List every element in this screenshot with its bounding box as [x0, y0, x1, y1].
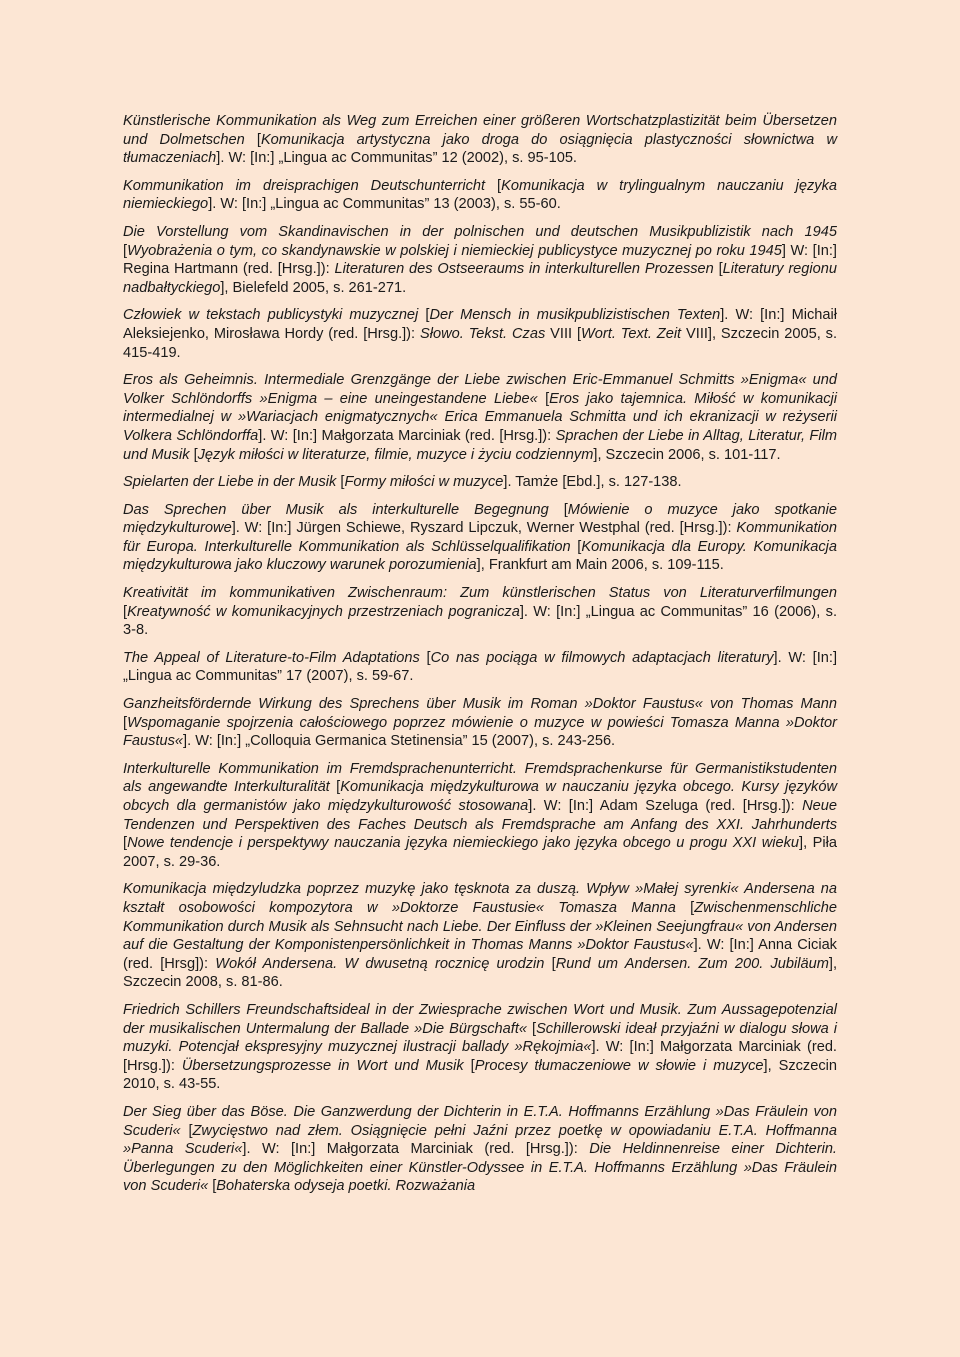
bibliography-entry — [123, 1103, 837, 1196]
entry-citation-text: ]. W: [In:] „Lingua ac Communitas” 16 (2006), s. 3-8. — [123, 603, 838, 639]
entry-citation-text: ] W: [In:] Regina Hartmann (red. [Hrsg.]): — [123, 242, 837, 278]
entry-citation-text: [ — [123, 603, 128, 620]
entry-title-text: Eros jako tajemnica. Miłość w komunikacji intermedialnej w »Wariacjach enigmatycznych« Erica Emmanuela Schmitta und ich ekranizacji w reżyserii Volkera Schlöndorffa — [123, 390, 837, 444]
entry-title-text: Der Mensch in musikpublizistischen Texten — [429, 307, 721, 324]
entry-citation-text: [ — [570, 538, 582, 555]
entry-citation-text: ]. W: [In:] Małgorzata Marciniak (red. [Hrsg.]): — [242, 1141, 590, 1158]
entry-title-text: Sprachen der Liebe in Alltag, Literatur, Film und Musik — [123, 427, 837, 463]
entry-citation-text: ]. W: [In:] „Colloquia Germanica Stetinensia” 15 (2007), s. 243-256. — [183, 733, 616, 750]
entry-citation-text: [ — [544, 955, 556, 972]
bibliography-entry — [123, 112, 837, 168]
bibliography-entry — [123, 501, 837, 575]
entry-citation-text: [ — [189, 446, 198, 463]
entry-title-text: Friedrich Schillers Freundschaftsideal in der Zwiesprache zwischen Wort und Musik. Zum Aussagepotenzial der musikalischen Untermalung der Ballade »Die Bürgschaft« — [123, 1001, 837, 1037]
entry-title-text: Nowe tendencje i perspektywy nauczania języka niemieckiego jako języka obcego u progu XXI wieku — [127, 835, 800, 852]
entry-title-text: Mówienie o muzyce jako spotkanie międzykulturowe — [123, 501, 838, 537]
entry-citation-text: [ — [123, 714, 128, 731]
entry-title-text: Kommunikation für Europa. Interkulturelle Kommunikation als Schlüsselqualifikation — [123, 520, 837, 555]
entry-citation-text: ]. W: [In:] Małgorzata Marciniak (red. [Hrsg.]): — [258, 427, 556, 444]
entry-citation-text: VIII [ — [545, 325, 582, 342]
entry-citation-text: [ — [336, 474, 345, 491]
bibliography-entry — [123, 760, 837, 872]
entry-citation-text: ]. W: [In:] „Lingua ac Communitas” 13 (2003), s. 55-60. — [208, 196, 561, 213]
entry-title-text: Procesy tłumaczeniowe w słowie i muzyce — [474, 1057, 764, 1074]
entry-citation-text: [ — [180, 1122, 193, 1139]
entry-citation-text: [ — [208, 1178, 217, 1195]
entry-citation-text: ], Bielefeld 2005, s. 261-271. — [220, 279, 407, 296]
entry-title-text: Eros als Geheimnis. Intermediale Grenzgänge der Liebe zwischen Eric-Emmanuel Schmitts »Enigma« und Volker Schlöndorffs »Enigma – eine uneingestandene Liebe« — [123, 372, 837, 407]
entry-citation-text: [ — [548, 501, 568, 518]
entry-citation-text: [ — [485, 177, 502, 194]
entry-citation-text: [ — [713, 261, 723, 278]
entry-title-text: Die Vorstellung vom Skandinavischen in der polnischen und deutschen Musikpublizistik nach 1945 — [123, 223, 837, 240]
entry-title-text: Formy miłości w muzyce — [344, 474, 504, 491]
bibliography-entry — [123, 306, 837, 362]
entry-citation-text: ]. W: [In:] „Lingua ac Communitas” 17 (2007), s. 59-67. — [123, 649, 838, 685]
entry-citation-text: ], Szczecin 2006, s. 101-117. — [593, 446, 781, 463]
entry-title-text: Die Heldinnenreise einer Dichterin. Überlegungen zu den Möglichkeiten einer Künstler-Odyssee in E.T.A. Hoffmanns Erzählung »Das Fräulein von Scuderi« — [123, 1141, 837, 1195]
entry-title-text: Komunikacja dla Europy. Komunikacja międzykulturowa jako kluczowy warunek porozumienia — [123, 538, 838, 574]
entry-citation-text: [ — [123, 835, 128, 852]
entry-title-text: Kreativität im kommunikativen Zwischenraum: Zum künstlerischen Status von Literaturverfilmungen — [123, 585, 837, 602]
entry-citation-text: ]. Tamże [Ebd.], s. 127-138. — [503, 474, 682, 491]
entry-title-text: Literaturen des Ostseeraums in interkulturellen Prozessen — [334, 261, 714, 278]
entry-citation-text: [ — [418, 307, 430, 324]
entry-citation-text: [ — [527, 1020, 537, 1037]
bibliography-entry — [123, 473, 837, 492]
entry-title-text: Wspomaganie spojrzenia całościowego poprzez mówienie o muzyce w powieści Tomasza Manna »Doktor Faustus« — [123, 714, 837, 750]
entry-citation-text: [ — [537, 390, 550, 407]
entry-title-text: Język miłości w literaturze, filmie, muzyce i życiu codziennym — [197, 446, 594, 463]
entry-title-text: Co nas pociąga w filmowych adaptacjach literatury — [430, 649, 774, 666]
entry-citation-text: ]. W: [In:] Adam Szeluga (red. [Hrsg.]): — [528, 798, 803, 814]
entry-title-text: Komunikacja w trylingualnym nauczaniu języka niemieckiego — [123, 177, 838, 213]
bibliography-entry — [123, 1001, 837, 1094]
entry-citation-text: ]. W: [In:] Michaił Aleksiejenko, Mirosława Hordy (red. [Hrsg.]): — [123, 307, 837, 342]
bibliography-entry — [123, 649, 837, 686]
entry-citation-text: [ — [419, 649, 431, 666]
entry-title-text: Rund um Andersen. Zum 200. Jubiläum — [555, 955, 829, 972]
entry-citation-text: [ — [463, 1057, 475, 1074]
entry-citation-text: ], Szczecin 2008, s. 81-86. — [123, 955, 837, 991]
entry-title-text: Człowiek w tekstach publicystyki muzycznej — [123, 307, 419, 324]
entry-title-text: Komunikacja międzykulturowa w nauczaniu języka obcego. Kursy języków obcych dla germanistów jako międzykulturowość stosowana — [123, 779, 838, 814]
bibliography-entry — [123, 223, 837, 297]
entry-title-text: Schillerowski ideał przyjaźni w dialogu słowa i muzyki. Potencjał ekspresyjny muzycznej ilustracji ballady »Rękojmia« — [123, 1020, 838, 1056]
entry-citation-text: [ — [123, 242, 128, 259]
bibliography-list — [123, 112, 837, 1205]
entry-title-text: Kreatywność w komunikacyjnych przestrzeniach pogranicza — [127, 603, 520, 620]
entry-title-text: Wyobrażenia o tym, co skandynawskie w polskiej i niemieckiej publicystyce muzycznej po roku 1945 — [127, 242, 782, 259]
entry-citation-text: ], Szczecin 2010, s. 43-55. — [123, 1057, 838, 1093]
entry-title-text: Zwycięstwo nad złem. Osiągnięcie pełni Jaźni przez poetkę w opowiadaniu E.T.A. Hoffmanna »Panna Scuderi« — [123, 1122, 837, 1158]
entry-citation-text: VIII], Szczecin 2005, s. 415-419. — [123, 325, 838, 361]
entry-title-text: Kommunikation im dreisprachigen Deutschunterricht — [123, 177, 486, 194]
entry-title-text: Zwischenmenschliche Kommunikation durch Musik als Sehnsucht nach Liebe. Der Einfluss der »Kleinen Seejungfrau« von Andersen auf die Gestaltung der Komponistenpersönlichkeit in Thomas Manns »Doktor Faustus« — [123, 899, 837, 954]
entry-title-text: Wokół Andersena. W dwusetną rocznicę urodzin — [215, 955, 545, 972]
entry-citation-text: ]. W: [In:] „Lingua ac Communitas” 12 (2002), s. 95-105. — [216, 150, 577, 167]
entry-citation-text: [ — [675, 899, 695, 916]
entry-title-text: Künstlerische Kommunikation als Weg zum Erreichen einer größeren Wortschatzplastizität beim Übersetzen und Dolmetschen — [123, 113, 837, 148]
entry-title-text: Literatury regionu nadbałtyckiego — [123, 261, 837, 296]
entry-title-text: Komunikacja artystyczna jako droga do osiągnięcia plastyczności słownictwa w tłumaczeniach — [123, 131, 838, 167]
bibliography-entry — [123, 371, 837, 464]
bibliography-entry — [123, 880, 837, 992]
entry-citation-text: ]. W: [In:] Jürgen Schiewe, Ryszard Lipczuk, Werner Westphal (red. [Hrsg.]): — [231, 520, 737, 537]
entry-title-text: Übersetzungsprozesse in Wort und Musik — [181, 1057, 464, 1074]
entry-title-text: Bohaterska odyseja poetki. Rozważania — [216, 1178, 476, 1195]
entry-title-text: Der Sieg über das Böse. Die Ganzwerdung der Dichterin in E.T.A. Hoffmanns Erzählung »Das Fräulein von Scuderi« — [123, 1103, 837, 1139]
entry-citation-text: ], Frankfurt am Main 2006, s. 109-115. — [476, 557, 724, 574]
entry-title-text: Interkulturelle Kommunikation im Fremdsprachenunterricht. Fremdsprachenkurse für Germanistikstudenten als angewandte Interkulturalität — [123, 760, 837, 796]
entry-title-text: Spielarten der Liebe in der Musik — [123, 474, 337, 491]
entry-title-text: Słowo. Tekst. Czas — [420, 325, 546, 342]
entry-citation-text: [ — [329, 779, 341, 796]
entry-citation-text: ]. W: [In:] Anna Ciciak (red. [Hrsg]): — [123, 937, 837, 972]
entry-citation-text: ]. W: [In:] Małgorzata Marciniak (red. [Hrsg.]): — [123, 1039, 837, 1074]
entry-citation-text: [ — [244, 131, 261, 148]
bibliography-entry — [123, 177, 837, 214]
bibliography-entry — [123, 584, 837, 640]
entry-title-text: Neue Tendenzen und Perspektiven des Faches Deutsch als Fremdsprache am Anfang des XXI. Jahrhunderts — [123, 798, 837, 833]
entry-citation-text: ], Piła 2007, s. 29-36. — [123, 835, 838, 870]
entry-title-text: Wort. Text. Zeit — [581, 325, 682, 342]
bibliography-entry — [123, 695, 837, 751]
entry-title-text: Das Sprechen über Musik als interkulturelle Begegnung — [123, 501, 549, 518]
entry-title-text: Ganzheitsfördernde Wirkung des Sprechens über Musik im Roman »Doktor Faustus« von Thomas Mann — [123, 696, 837, 713]
entry-title-text: The Appeal of Literature-to-Film Adaptations — [123, 649, 420, 666]
entry-title-text: Komunikacja międzyludzka poprzez muzykę jako tęsknota za duszą. Wpływ »Małej syrenki« Andersena na kształt osobowości kompozytora w »Doktorze Faustusie« Tomasza Manna — [123, 881, 837, 916]
